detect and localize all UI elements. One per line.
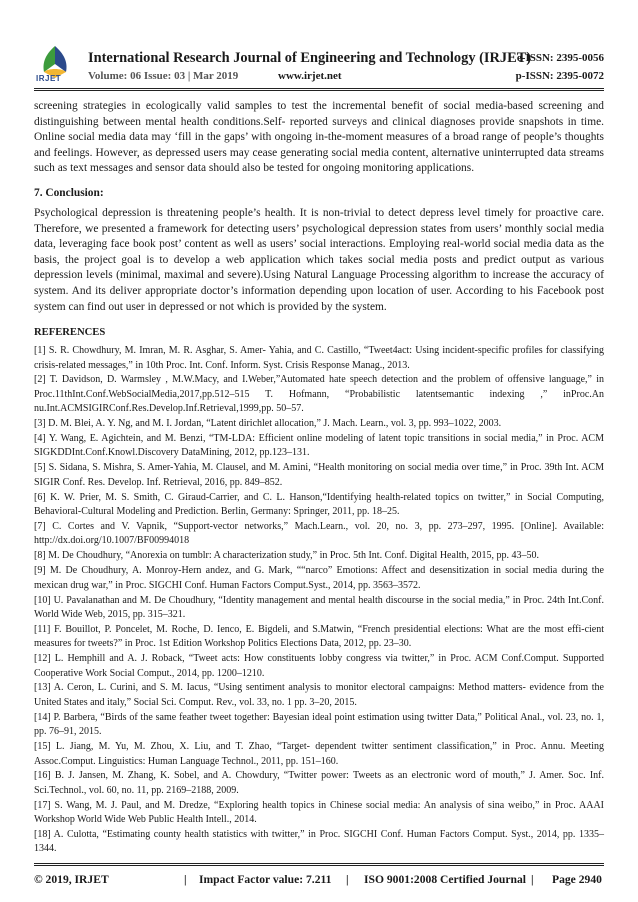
reference-item: [15] L. Jiang, M. Yu, M. Zhou, X. Liu, and T. Zhao, “Target- dependent twitter sentiment classification,” in Proc. Annu. Meeting Assoc.Comput. Linguistics: Human Language Technol., 2011, pp. 151–160. — [34, 741, 604, 767]
e-issn: e-ISSN: 2395-0056 — [516, 52, 604, 64]
header-rule — [34, 88, 604, 91]
footer-iso-certification: ISO 9001:2008 Certified Journal — [364, 873, 526, 886]
conclusion-heading: 7. Conclusion: — [34, 186, 104, 199]
reference-item: [12] L. Hemphill and A. J. Roback, “Tweet acts: How constituents lobby congress via twitter,” in Proc. ACM Conf.Comput. Supported Cooperative Work Social Comput., 2014, pp. 1200–1210. — [34, 653, 604, 679]
reference-item: [16] B. J. Jansen, M. Zhang, K. Sobel, and A. Chowdury, “Twitter power: Tweets as an electronic word of mouth,” J. Amer. Soc. Inf. Sci.Technol., vol. 60, no. 11, pp. 2169–2188, 2009. — [34, 770, 604, 796]
reference-item: [1] S. R. Chowdhury, M. Imran, M. R. Asghar, S. Amer- Yahia, and C. Castillo, “Tweet4act: Using incident-specific profiles for classifying crisis-related messages,” in 10th Proc. Int. Conf. Inform. Syst. Crisis Response Manag., 2013. — [34, 345, 604, 371]
reference-item: [5] S. Sidana, S. Mishra, S. Amer-Yahia, M. Clausel, and M. Amini, “Health monitoring on social media over time,” in Proc. 39th Int. ACM SIGIR Conf. Res. Develop. Inf. Retrieval, 2016, pp. 849–852. — [34, 462, 604, 488]
reference-item: [10] U. Pavalanathan and M. De Choudhury, “Identity management and mental health discourse in the social media,” in Proc. 24th Int.Conf. World Wide Web, 2015, pp. 315–321. — [34, 594, 604, 620]
reference-item: [7] C. Cortes and V. Vapnik, “Support-vector networks,” Mach.Learn., vol. 20, no. 3, pp. 273–297, 1995. [Online]. Available: http://dx.doi.org/10.1007/BF00994018 — [34, 521, 604, 547]
journal-website: www.irjet.net — [278, 70, 342, 82]
footer-separator: | — [184, 873, 187, 886]
reference-item: [4] Y. Wang, E. Agichtein, and M. Benzi, “TM-LDA: Efficient online modeling of latent topic transitions in social media,” in Proc. ACM SIGKDDInt.Conf.Knowl.Discovery DataMining, 2012, pp.123–131. — [34, 433, 604, 459]
reference-item: [2] T. Davidson, D. Warmsley , M.W.Macy, and I.Weber,”Automated hate speech detection and the problem of offensive language,” in Proc.11thInt.Conf.WebSocialMedia,2017,pp.512–515 T. Hofmann, “Probabilistic latentsemantic indexing ,” inProc.An nu.Int.ACMSIGIRConf.Res.Develop.Inf.Retrieval,1999,pp. 50–57. — [34, 374, 604, 415]
page-header — [0, 0, 638, 96]
reference-item: [11] F. Bouillot, P. Poncelet, M. Roche, D. Ienco, E. Bigdeli, and S.Matwin, “French presidential elections: What are the most effi-cient measures for tweets?” in Proc. 1st Edition Workshop Politics Elections Data, 2012, pp. 23–30. — [34, 623, 604, 650]
reference-item: [9] M. De Choudhury, A. Monroy-Hern andez, and G. Mark, ““narco” Emotions: Affect and desensitization in social media during the mexican drug war,” in Proc. SIGCHI Conf. Human Factors Comput.Syst., 2014, pp. 3563–3572. — [34, 565, 604, 591]
reference-item: [18] A. Culotta, “Estimating county health statistics with twitter,” in Proc. SIGCHI Conf. Human Factors Comput. Syst., 2014, pp. 1335–1344. — [34, 829, 604, 855]
reference-item: [17] S. Wang, M. J. Paul, and M. Dredze, “Exploring health topics in Chinese social media: An analysis of sina weibo,” in Proc. AAAI Workshop World Wide Web Public Health Intell., 2014. — [34, 799, 604, 826]
intro-paragraph: screening strategies in ecologically valid samples to test the incremental benefit of social media-based screening and distinguishing between mental health conditions.Self- reported surveys and clinical diagnoses provide snapshots in time. Online social media data may ‘fill in the gaps’ with ongoing in-the-moment measures of a broad range of people’s thoughts and feelings. However, as depressed users may cease generating social media content, alternative uninterrupted data streams such as text messages and sensor data should also be tested for ongoing monitoring applications. — [34, 100, 604, 175]
footer-rule — [34, 863, 604, 866]
journal-title: International Research Journal of Engineering and Technology (IRJET) — [88, 50, 532, 66]
conclusion-paragraph: Psychological depression is threatening people’s health. It is non-trivial to detect depress level timely for proactive care. Therefore, we presented a framework for detecting users’ psychological depression states from users’ monthly social media data, leveraging face book post’ content as well as users’ social interactions. Employing real-world social media data as the basis, the project goal is to develop a web application which takes social media posts and predict output as various depression levels (minimal, maximal and severe).Using Natural Language Processing algorithm to increase the accuracy of system. And its deliver appropriate doctor’s information depending upon location of user. According to his Facebook post system can find out user in depressed or not which is provided by the system. — [34, 206, 604, 313]
footer-separator: | — [346, 873, 349, 886]
p-issn: p-ISSN: 2395-0072 — [515, 70, 604, 82]
references-list — [34, 344, 604, 857]
footer-copyright: © 2019, IRJET — [34, 873, 109, 886]
reference-item: [6] K. W. Prier, M. S. Smith, C. Giraud-Carrier, and C. L. Hanson,“Identifying health-related topics on twitter,” in Social Computing, Behavioral-Cultural Modeling and Prediction. Berlin, Germany: Springer, 2011, pp. 18–25. — [34, 491, 604, 518]
volume-issue: Volume: 06 Issue: 03 | Mar 2019 — [88, 70, 239, 82]
footer-page-number: Page 2940 — [552, 873, 602, 886]
page-content — [34, 95, 604, 857]
logo-text: IRJET — [36, 74, 62, 83]
reference-item: [14] P. Barbera, “Birds of the same feather tweet together: Bayesian ideal point estimation using twitter Data,” Political Anal., vol. 23, no. 1, pp. 76–91, 2015. — [34, 711, 604, 738]
reference-item: [3] D. M. Blei, A. Y. Ng, and M. I. Jordan, “Latent dirichlet allocation,” J. Mach. Learn., vol. 3, pp. 993–1022, 2003. — [34, 418, 502, 430]
page-footer — [34, 873, 604, 889]
references-heading: REFERENCES — [34, 327, 106, 339]
footer-separator: | — [531, 873, 534, 886]
footer-impact-factor: Impact Factor value: 7.211 — [199, 873, 332, 886]
reference-item: [8] M. De Choudhury, “Anorexia on tumblr: A characterization study,” in Proc. 5th Int. Conf. Digital Health, 2015, pp. 43–50. — [34, 550, 539, 562]
reference-item: [13] A. Ceron, L. Curini, and S. M. Iacus, “Using sentiment analysis to monitor electoral campaigns: Method matters- evidence from the United States and italy,” Social Sci. Comput. Rev., vol. 33, no. 1 pp. 3–20, 2015. — [34, 682, 604, 708]
